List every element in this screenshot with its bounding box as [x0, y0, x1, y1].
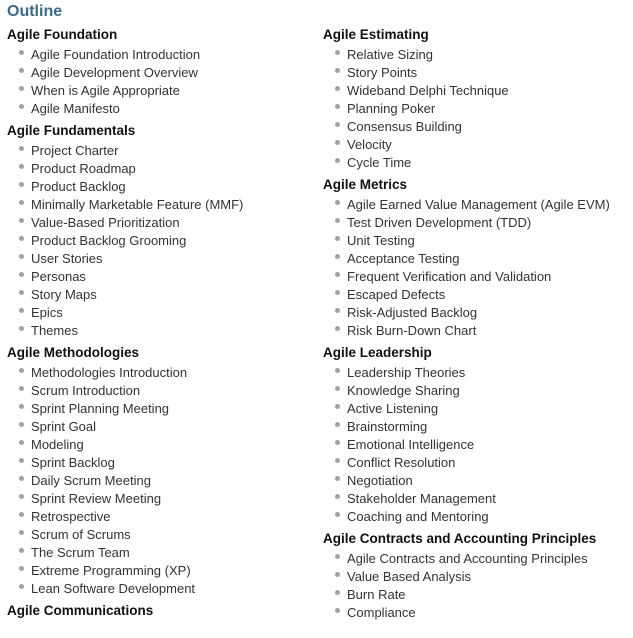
outline-item-sprint-review-meeting[interactable]: [7, 490, 312, 508]
outline-item-value-based-prioritization[interactable]: [7, 214, 312, 232]
outline-item-label[interactable]: Wideband Delphi Technique: [347, 83, 509, 98]
section-item-list: [323, 46, 628, 172]
outline-item-label[interactable]: Product Backlog Grooming: [31, 233, 187, 248]
section-item-list: [7, 142, 312, 340]
bullet-icon: [335, 158, 340, 163]
bullet-icon: [19, 476, 24, 481]
section-heading: Agile Fundamentals: [7, 123, 136, 138]
outline-item-label[interactable]: Modeling: [31, 437, 84, 452]
outline-item-agile-contracts-and-accounting-principles[interactable]: [323, 550, 628, 568]
bullet-icon: [335, 86, 340, 91]
bullet-icon: [335, 122, 340, 127]
outline-item-modeling[interactable]: [7, 436, 312, 454]
outline-column-left: [7, 26, 312, 620]
outline-column-right: [323, 26, 628, 626]
outline-section-agile-metrics: [323, 176, 628, 340]
outline-item-label[interactable]: Agile Earned Value Management (Agile EVM): [347, 197, 610, 212]
outline-item-label[interactable]: Story Points: [347, 65, 418, 80]
section-item-list: [323, 196, 628, 340]
bullet-icon: [19, 308, 24, 313]
bullet-icon: [19, 200, 24, 205]
outline-item-daily-scrum-meeting[interactable]: [7, 472, 312, 490]
bullet-icon: [335, 554, 340, 559]
bullet-icon: [335, 608, 340, 613]
outline-item-label[interactable]: Retrospective: [31, 509, 111, 524]
outline-item-product-backlog[interactable]: [7, 178, 312, 196]
outline-item-label[interactable]: Frequent Verification and Validation: [347, 269, 552, 284]
bullet-icon: [19, 146, 24, 151]
bullet-icon: [19, 218, 24, 223]
bullet-icon: [335, 326, 340, 331]
outline-item-label[interactable]: Product Backlog: [31, 179, 126, 194]
outline-item-label[interactable]: Sprint Goal: [31, 419, 97, 434]
outline-item-wideband-delphi-technique[interactable]: [323, 82, 628, 100]
outline-item-label[interactable]: Unit Testing: [347, 233, 415, 248]
outline-item-planning-poker[interactable]: [323, 100, 628, 118]
outline-item-label[interactable]: Lean Software Development: [31, 581, 196, 596]
bullet-icon: [335, 272, 340, 277]
bullet-icon: [335, 440, 340, 445]
bullet-icon: [335, 494, 340, 499]
section-heading: Agile Leadership: [323, 345, 432, 360]
outline-item-label[interactable]: Burn Rate: [347, 587, 406, 602]
outline-item-agile-manifesto[interactable]: [7, 100, 312, 118]
outline-item-relative-sizing[interactable]: [323, 46, 628, 64]
outline-item-label[interactable]: When is Agile Appropriate: [31, 83, 180, 98]
bullet-icon: [19, 422, 24, 427]
bullet-icon: [335, 308, 340, 313]
outline-item-label[interactable]: Methodologies Introduction: [31, 365, 188, 380]
bullet-icon: [19, 86, 24, 91]
outline-item-product-roadmap[interactable]: [7, 160, 312, 178]
bullet-icon: [335, 104, 340, 109]
outline-item-sprint-goal[interactable]: [7, 418, 312, 436]
outline-item-themes[interactable]: [7, 322, 312, 340]
outline-item-label[interactable]: Agile Contracts and Accounting Principles: [347, 551, 588, 566]
outline-item-emotional-intelligence[interactable]: [323, 436, 628, 454]
outline-item-conflict-resolution[interactable]: [323, 454, 628, 472]
outline-item-sprint-backlog[interactable]: [7, 454, 312, 472]
outline-item-label[interactable]: Scrum Introduction: [31, 383, 141, 398]
section-heading: Agile Methodologies: [7, 345, 140, 360]
outline-item-label[interactable]: The Scrum Team: [31, 545, 130, 560]
outline-item-velocity[interactable]: [323, 136, 628, 154]
bullet-icon: [335, 236, 340, 241]
outline-item-test-driven-development-tdd[interactable]: [323, 214, 628, 232]
outline-item-label[interactable]: Risk-Adjusted Backlog: [347, 305, 478, 320]
outline-item-cycle-time[interactable]: [323, 154, 628, 172]
outline-item-active-listening[interactable]: [323, 400, 628, 418]
section-item-list: [323, 550, 628, 622]
outline-item-compliance[interactable]: [323, 604, 628, 622]
bullet-icon: [19, 182, 24, 187]
section-heading: Agile Estimating: [323, 27, 429, 42]
section-heading: Agile Contracts and Accounting Principles: [323, 531, 597, 546]
outline-item-when-is-agile-appropriate[interactable]: [7, 82, 312, 100]
outline-item-the-scrum-team[interactable]: [7, 544, 312, 562]
outline-item-label[interactable]: Value-Based Prioritization: [31, 215, 180, 230]
outline-item-label[interactable]: Test Driven Development (TDD): [347, 215, 532, 230]
outline-item-epics[interactable]: [7, 304, 312, 322]
bullet-icon: [335, 218, 340, 223]
outline-item-label[interactable]: Cycle Time: [347, 155, 412, 170]
outline-item-label[interactable]: Conflict Resolution: [347, 455, 456, 470]
outline-item-label[interactable]: Product Roadmap: [31, 161, 136, 176]
outline-item-label[interactable]: Compliance: [347, 605, 416, 620]
bullet-icon: [335, 590, 340, 595]
outline-item-product-backlog-grooming[interactable]: [7, 232, 312, 250]
section-item-list: [7, 46, 312, 118]
bullet-icon: [19, 368, 24, 373]
outline-section-agile-leadership: [323, 344, 628, 526]
bullet-icon: [19, 290, 24, 295]
outline-item-label[interactable]: Sprint Backlog: [31, 455, 115, 470]
outline-item-label[interactable]: Consensus Building: [347, 119, 462, 134]
outline-item-label[interactable]: Agile Manifesto: [31, 101, 120, 116]
bullet-icon: [19, 326, 24, 331]
outline-item-label[interactable]: Sprint Review Meeting: [31, 491, 162, 506]
outline-item-label[interactable]: Acceptance Testing: [347, 251, 460, 266]
outline-item-label[interactable]: User Stories: [31, 251, 103, 266]
section-heading: Agile Foundation: [7, 27, 118, 42]
bullet-icon: [335, 422, 340, 427]
outline-item-personas[interactable]: [7, 268, 312, 286]
bullet-icon: [19, 104, 24, 109]
section-heading: Agile Communications: [7, 603, 154, 618]
outline-item-brainstorming[interactable]: [323, 418, 628, 436]
bullet-icon: [335, 68, 340, 73]
page-title: Outline: [7, 3, 63, 20]
bullet-icon: [19, 512, 24, 517]
outline-section-agile-methodologies: [7, 344, 312, 598]
outline-item-agile-development-overview[interactable]: [7, 64, 312, 82]
outline-item-label[interactable]: Coaching and Mentoring: [347, 509, 489, 524]
outline-section-agile-contracts-and-accounting-principles: [323, 530, 628, 622]
outline-item-label[interactable]: Velocity: [347, 137, 392, 152]
bullet-icon: [19, 530, 24, 535]
bullet-icon: [335, 512, 340, 517]
outline-item-unit-testing[interactable]: [323, 232, 628, 250]
outline-item-leadership-theories[interactable]: [323, 364, 628, 382]
bullet-icon: [335, 386, 340, 391]
outline-section-agile-fundamentals: [7, 122, 312, 340]
outline-item-agile-foundation-introduction[interactable]: [7, 46, 312, 64]
bullet-icon: [335, 368, 340, 373]
bullet-icon: [19, 566, 24, 571]
outline-item-label[interactable]: Risk Burn-Down Chart: [347, 323, 477, 338]
outline-item-label[interactable]: Value Based Analysis: [347, 569, 472, 584]
section-item-list: [323, 364, 628, 526]
outline-item-label[interactable]: Minimally Marketable Feature (MMF): [31, 197, 244, 212]
outline-item-frequent-verification-and-validation[interactable]: [323, 268, 628, 286]
bullet-icon: [335, 476, 340, 481]
outline-item-sprint-planning-meeting[interactable]: [7, 400, 312, 418]
outline-item-consensus-building[interactable]: [323, 118, 628, 136]
outline-item-acceptance-testing[interactable]: [323, 250, 628, 268]
outline-item-stakeholder-management[interactable]: [323, 490, 628, 508]
outline-item-label[interactable]: Planning Poker: [347, 101, 436, 116]
outline-item-agile-earned-value-management-agile-evm[interactable]: [323, 196, 628, 214]
outline-item-scrum-introduction[interactable]: [7, 382, 312, 400]
outline-item-user-stories[interactable]: [7, 250, 312, 268]
outline-item-label[interactable]: Relative Sizing: [347, 47, 433, 62]
outline-item-label[interactable]: Negotiation: [347, 473, 413, 488]
outline-item-story-points[interactable]: [323, 64, 628, 82]
outline-item-label[interactable]: Daily Scrum Meeting: [31, 473, 151, 488]
bullet-icon: [19, 548, 24, 553]
bullet-icon: [19, 236, 24, 241]
outline-item-label[interactable]: Personas: [31, 269, 86, 284]
outline-item-label[interactable]: Agile Development Overview: [31, 65, 198, 80]
outline-item-burn-rate[interactable]: [323, 586, 628, 604]
outline-item-negotiation[interactable]: [323, 472, 628, 490]
outline-section-agile-estimating: [323, 26, 628, 172]
outline-item-coaching-and-mentoring[interactable]: [323, 508, 628, 526]
outline-item-label[interactable]: Leadership Theories: [347, 365, 466, 380]
bullet-icon: [19, 272, 24, 277]
outline-item-label[interactable]: Knowledge Sharing: [347, 383, 460, 398]
outline-item-minimally-marketable-feature-mmf[interactable]: [7, 196, 312, 214]
bullet-icon: [335, 404, 340, 409]
outline-item-risk-adjusted-backlog[interactable]: [323, 304, 628, 322]
outline-item-methodologies-introduction[interactable]: [7, 364, 312, 382]
bullet-icon: [335, 458, 340, 463]
bullet-icon: [335, 254, 340, 259]
outline-item-label[interactable]: Extreme Programming (XP): [31, 563, 191, 578]
outline-item-escaped-defects[interactable]: [323, 286, 628, 304]
bullet-icon: [335, 572, 340, 577]
outline-item-value-based-analysis[interactable]: [323, 568, 628, 586]
bullet-icon: [19, 164, 24, 169]
outline-item-label[interactable]: Epics: [31, 305, 63, 320]
bullet-icon: [19, 254, 24, 259]
bullet-icon: [335, 50, 340, 55]
bullet-icon: [19, 50, 24, 55]
outline-item-project-charter[interactable]: [7, 142, 312, 160]
section-item-list: [7, 364, 312, 598]
section-heading: Agile Metrics: [323, 177, 408, 192]
outline-section-agile-communications: [7, 602, 312, 620]
outline-item-label[interactable]: Emotional Intelligence: [347, 437, 475, 452]
outline-item-label[interactable]: Active Listening: [347, 401, 439, 416]
bullet-icon: [19, 68, 24, 73]
bullet-icon: [19, 404, 24, 409]
outline-item-extreme-programming-xp[interactable]: [7, 562, 312, 580]
outline-item-label[interactable]: Story Maps: [31, 287, 97, 302]
outline-item-knowledge-sharing[interactable]: [323, 382, 628, 400]
bullet-icon: [19, 386, 24, 391]
bullet-icon: [19, 584, 24, 589]
outline-item-risk-burn-down-chart[interactable]: [323, 322, 628, 340]
outline-item-label[interactable]: Agile Foundation Introduction: [31, 47, 201, 62]
outline-item-retrospective[interactable]: [7, 508, 312, 526]
outline-section-agile-foundation: [7, 26, 312, 118]
outline-item-label[interactable]: Project Charter: [31, 143, 119, 158]
outline-item-scrum-of-scrums[interactable]: [7, 526, 312, 544]
outline-item-label[interactable]: Sprint Planning Meeting: [31, 401, 170, 416]
bullet-icon: [335, 200, 340, 205]
outline-item-label[interactable]: Stakeholder Management: [347, 491, 496, 506]
outline-item-lean-software-development[interactable]: [7, 580, 312, 598]
bullet-icon: [335, 290, 340, 295]
outline-item-label[interactable]: Escaped Defects: [347, 287, 446, 302]
bullet-icon: [19, 494, 24, 499]
bullet-icon: [19, 440, 24, 445]
bullet-icon: [335, 140, 340, 145]
outline-item-label[interactable]: Themes: [31, 323, 78, 338]
outline-item-label[interactable]: Scrum of Scrums: [31, 527, 131, 542]
outline-item-label[interactable]: Brainstorming: [347, 419, 428, 434]
bullet-icon: [19, 458, 24, 463]
outline-item-story-maps[interactable]: [7, 286, 312, 304]
